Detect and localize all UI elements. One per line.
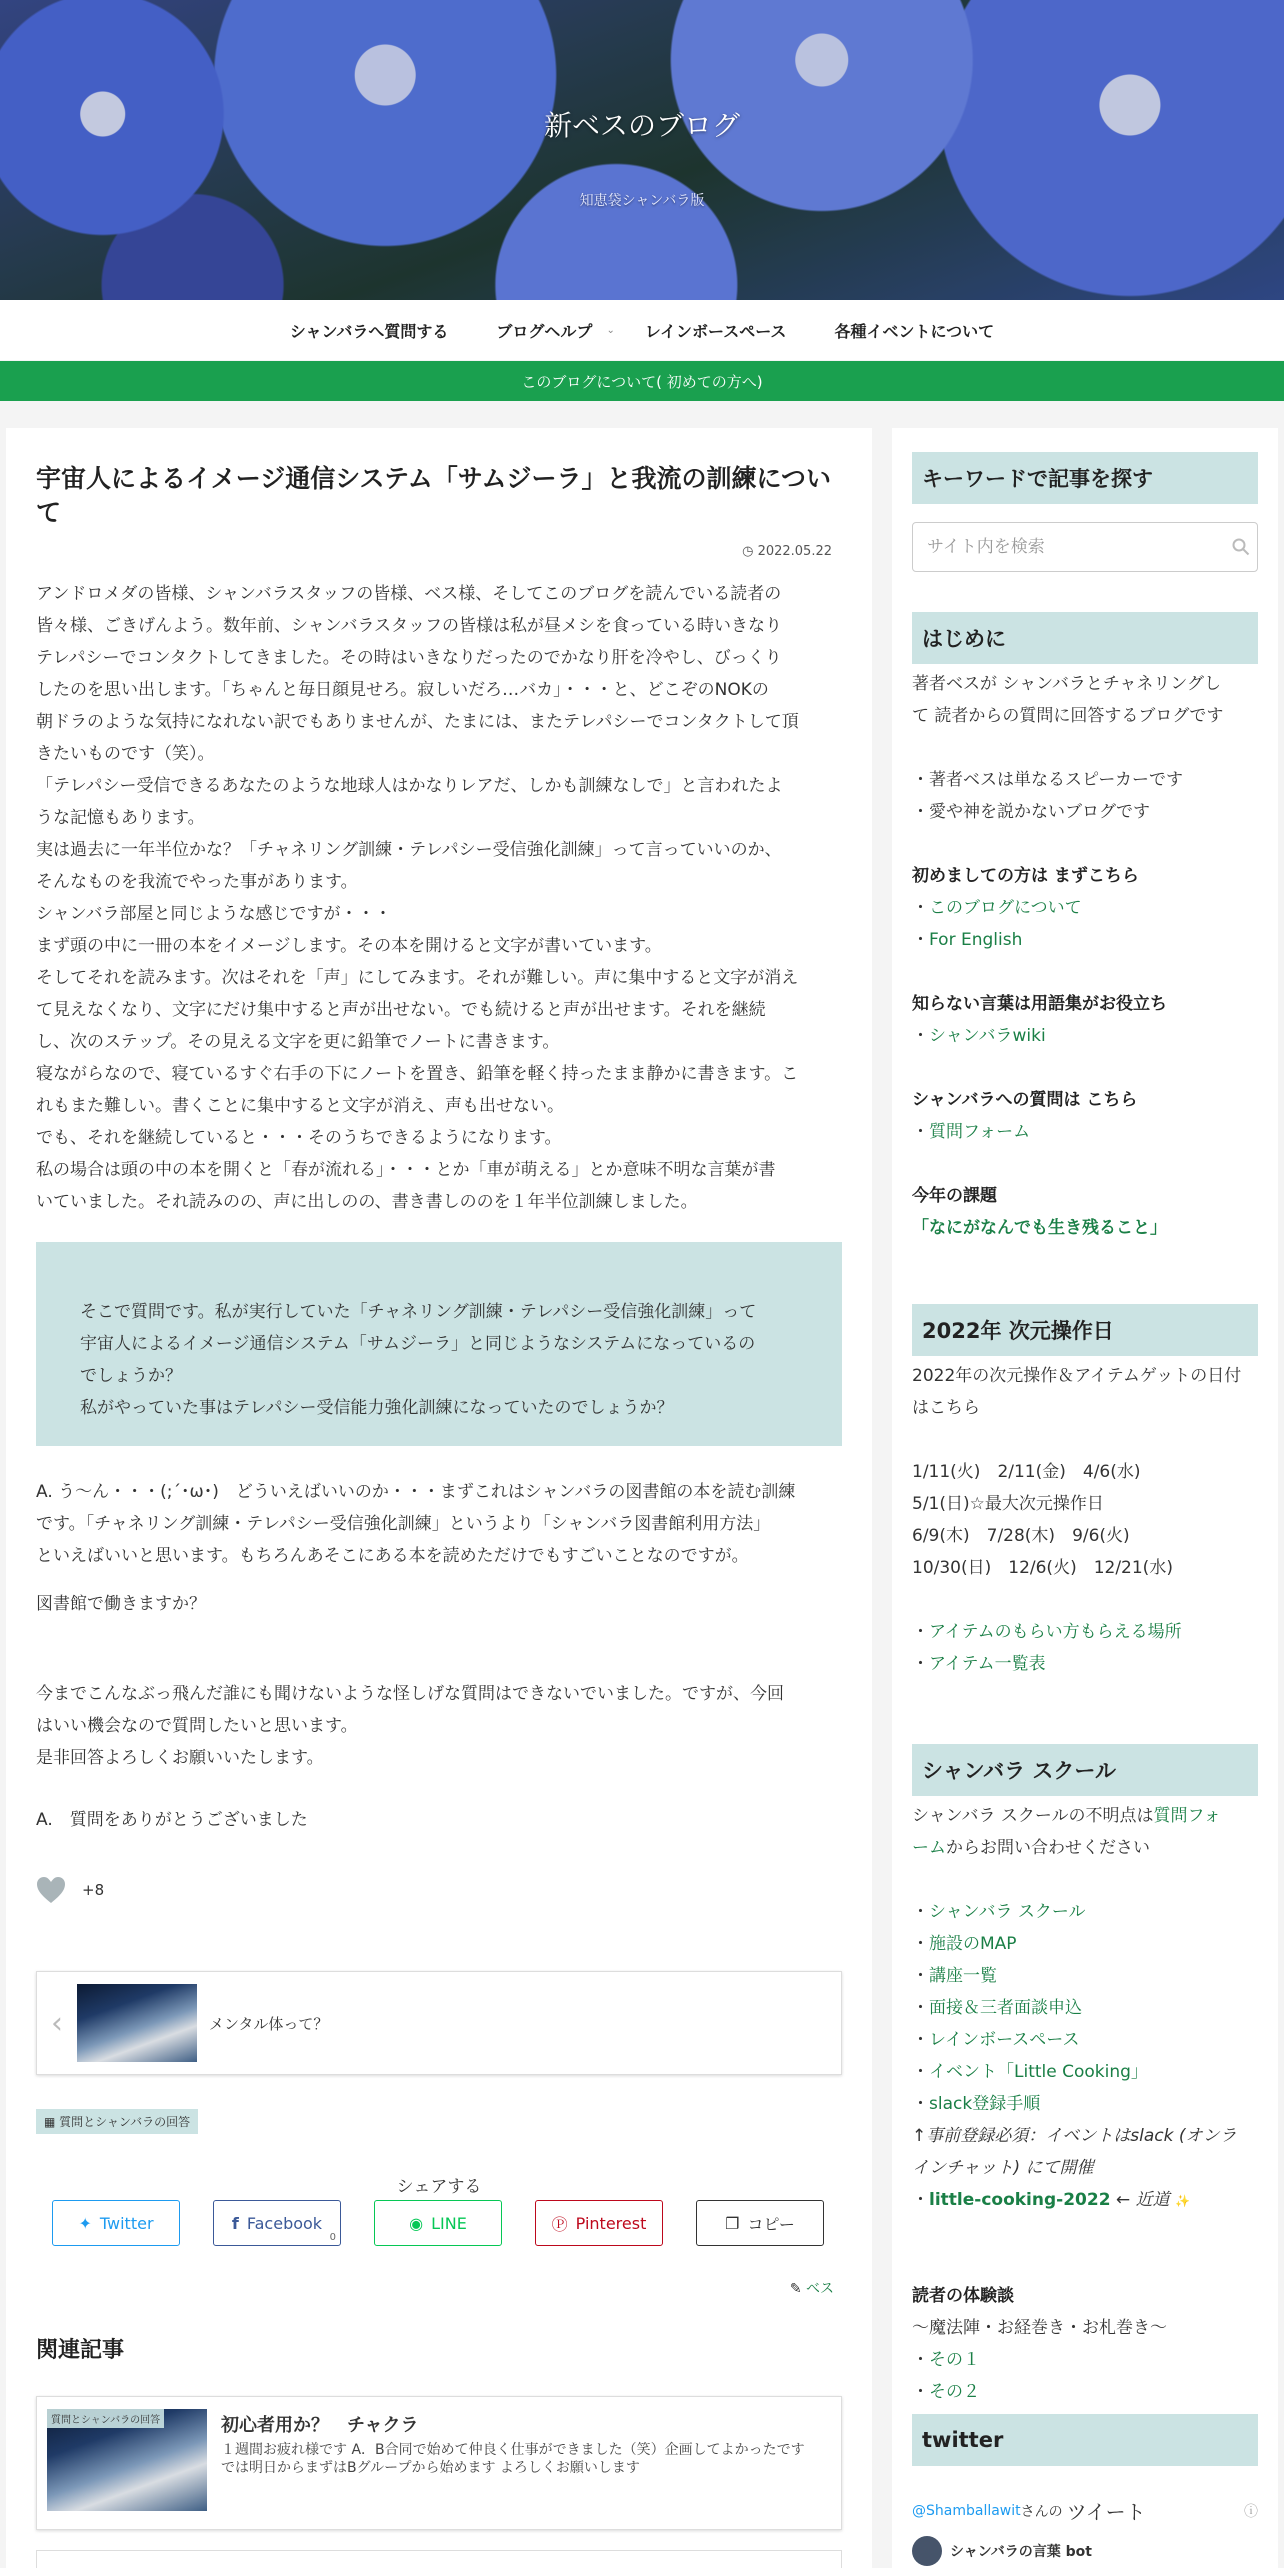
category-label: 質問とシャンバラの回答 [59, 2115, 191, 2129]
related-title: 初心者用か？ チャクラ [221, 2415, 419, 2436]
pencil-icon: ✎ [789, 2281, 802, 2297]
question-block: シャンバラへの質問は こちら ・質問フォーム [912, 1090, 1138, 1142]
dimension-line: はこちら [912, 1398, 980, 1418]
intro-line: て 読者からの質問に回答するブログです [912, 706, 1224, 726]
intro-widget-heading: はじめに [912, 612, 1258, 664]
school-links: ・シャンバラ スクール ・施設のMAP ・講座一覧 ・面接＆三者面談申込 ・レインボースペース ・イベント「Little Cooking」 ・slack登録手順 ↑事前登録必須：イベントはslack (オンラ インチャット) にて開催 ・little-cooking-2022 ← 近道 ✨ [912, 1896, 1258, 2217]
intro-text [912, 668, 1258, 732]
closing-line: 是非回答よろしくお願いいたします。 [36, 1748, 324, 1768]
answer-line: といえばいいと思います。もちろんあそこにある本を読めただけでもすごいことなのですが。 [36, 1546, 749, 1566]
body-line: そんなものを我流でやった事があります。 [36, 872, 358, 892]
header-overlay [0, 0, 1284, 300]
article-date [742, 544, 832, 559]
body-line: いていました。それ読みのの、声に出しのの、書き書しののを１年半位訓練しました。 [36, 1192, 698, 1212]
body-line: 皆々様、ごきげんよう。数年前、シャンバラスタッフの皆様は私が昼メシを食っている時いきなり [36, 616, 782, 636]
date-row: 5/1(日)☆最大次元操作日 [912, 1494, 1104, 1514]
header-image [0, 0, 1284, 300]
share-line-button[interactable] [374, 2200, 502, 2246]
prev-article-title: メンタル体って？ [209, 2014, 329, 2033]
theme-heading: 今年の課題 [912, 1186, 997, 1206]
body-line: 実は過去に一年半位かな？「チャネリング訓練・テレパシー受信強化訓練」って言っていいのか、 [36, 840, 782, 860]
intro-line: 著者ベスが シャンバラとチャネリングし [912, 674, 1222, 694]
glossary-block: 知らない言葉は用語集がお役立ち ・シャンバラwiki [912, 994, 1167, 1046]
main-nav [0, 300, 1284, 360]
body-line: まず頭の中に一冊の本をイメージします。その本を開けると文字が書いています。 [36, 936, 662, 956]
nav-item-question[interactable]: シャンバラへ質問する [289, 321, 449, 341]
site-subtitle: 知恵袋シャンバラ版 [579, 193, 705, 209]
category-badge[interactable] [36, 2109, 198, 2134]
intro-bullets [912, 764, 1258, 828]
facebook-icon: f [231, 2213, 239, 2233]
quote-line: 私がやっていた事はテレパシー受信能力強化訓練になっていたのでしょうか？ [80, 1398, 674, 1418]
author-name[interactable]: ベス [806, 2281, 834, 2297]
body-line: れもまた難しい。書くことに集中すると文字が消え、声も出せない。 [36, 1096, 565, 1116]
quote-line: でしょうか？ [80, 1366, 182, 1386]
nav-item-rainbow[interactable]: レインボースペース [644, 321, 787, 341]
twitter-widget-heading: twitter [912, 2414, 1258, 2466]
line-icon: ◉ [409, 2213, 424, 2233]
dimension-line: 2022年の次元操作＆アイテムゲットの日付 [912, 1366, 1242, 1386]
slack-note: インチャット) にて開催 [912, 2158, 1094, 2178]
chevron-down-icon[interactable]: ⌄ [606, 324, 615, 336]
share-twitter-button[interactable] [52, 2200, 180, 2246]
related-snippet-line: では明日からまずはBグループから始めます よろしくお願いします [221, 2460, 640, 2476]
twitter-timeline-header [912, 2496, 1258, 2525]
link-school-form-cont[interactable]: ーム [912, 1838, 946, 1858]
like-count: +8 [82, 1881, 105, 1899]
avatar [912, 2536, 942, 2566]
intro-bullet: ・愛や神を説かないブログです [912, 802, 1150, 822]
clock-icon: ◷ [742, 544, 754, 559]
body-line: きたいものです（笑）。 [36, 744, 215, 764]
search-widget-heading: キーワードで記事を探す [912, 452, 1258, 504]
thanks-line: A. 質問をありがとうございました [36, 1810, 308, 1830]
link-question-form[interactable]: 質問フォーム [929, 1122, 1031, 1142]
answer-line: A. う～ん・・・(;´･ω･) どういえばいいのか・・・まずこれはシャンバラの図書館の本を読む訓練 [36, 1482, 796, 1502]
link-item-list[interactable]: アイテム一覧表 [929, 1654, 1046, 1674]
body-line: テレパシーでコンタクトしてきました。その時はいきなりだったのでかなり肝を冷やし、びっくり [36, 648, 782, 668]
link-school-form[interactable]: 質問フォ [1153, 1806, 1221, 1826]
link-part2[interactable]: その２ [929, 2382, 980, 2402]
chevron-left-icon: ‹ [51, 2005, 63, 2041]
link-rainbow[interactable]: レインボースペース [929, 2030, 1080, 2050]
slack-note: ↑事前登録必須：イベントはslack (オンラ [912, 2126, 1237, 2146]
school-intro [912, 1800, 1258, 1864]
share-copy-label: コピー [747, 2214, 795, 2234]
body-line: でも、それを継続していると・・・そのうちできるようになります。 [36, 1128, 562, 1148]
closing-paragraph [36, 1678, 846, 1774]
body-line: シャンバラ部屋と同じような感じですが・・・ [36, 904, 392, 924]
body-line: 「テレパシー受信できるあなたのような地球人はかなりレアだ、しかも訓練なしで」と言われたよ [36, 776, 783, 796]
dimension-widget-heading: 2022年 次元操作日 [912, 1304, 1258, 1356]
school-text: シャンバラ スクールの不明点は [912, 1806, 1154, 1826]
body-line: 朝ドラのような気持になれない訳でもありませんが、たまには、またテレパシーでコンタクトして頂 [36, 712, 799, 732]
prev-article-link[interactable] [36, 1971, 842, 2075]
reader-subtitle: ～魔法陣・お経巻き・お札巻き～ [912, 2318, 1167, 2338]
dimension-intro [912, 1360, 1258, 1424]
share-twitter-label: Twitter [99, 2213, 154, 2233]
related-snippet [221, 2441, 821, 2477]
sparkle-icon: ✨ [1175, 2194, 1190, 2208]
link-wiki[interactable]: シャンバラwiki [929, 1026, 1046, 1046]
school-text: からお問い合わせください [946, 1838, 1150, 1858]
author-link[interactable] [790, 2278, 834, 2298]
related-article-card[interactable] [36, 2396, 842, 2530]
share-buttons [52, 2200, 842, 2246]
library-line: 図書館で働きますか？ [36, 1594, 206, 1614]
link-cooking-2022[interactable]: little-cooking-2022 [929, 2190, 1111, 2210]
link-interview[interactable]: 面接＆三者面談申込 [929, 1998, 1082, 2018]
share-heading: シェアする [396, 2177, 482, 2197]
link-slack[interactable]: slack登録手順 [929, 2094, 1041, 2114]
body-line: 寝ながらなので、寝ているすぐ右手の下にノートを置き、鉛筆を軽く持ったまま静かに書きます。こ [36, 1064, 799, 1084]
theme-block [912, 1180, 1258, 1244]
site-title[interactable]: 新ベスのブログ [543, 109, 740, 142]
date-row: 6/9(木) 7/28(木) 9/6(火) [912, 1526, 1130, 1546]
share-facebook-label: Facebook [246, 2213, 323, 2233]
related-snippet-line: １週間お疲れ様です A．B合同で始めて仲良く仕事ができました（笑）企画してよかったです [221, 2442, 805, 2458]
shortcut-note: ← 近道 [1110, 2190, 1175, 2210]
date-text: 2022.05.22 [757, 544, 832, 559]
body-line: うな記憶もあります。 [36, 808, 205, 828]
dimension-dates [912, 1456, 1258, 1584]
twitter-tweet-label: ツイート [1066, 2500, 1146, 2524]
folder-icon: ▦ [44, 2115, 56, 2129]
date-row: 10/30(日) 12/6(火) 12/21(水) [912, 1558, 1173, 1578]
article-body [36, 578, 846, 1218]
heart-icon[interactable] [36, 1876, 66, 1904]
link-school[interactable]: シャンバラ スクール [929, 1902, 1086, 1922]
like-area [36, 1876, 104, 1904]
date-row: 1/11(火) 2/11(金) 4/6(水) [912, 1462, 1141, 1482]
search-icon[interactable] [1232, 538, 1250, 556]
closing-line: 今までこんなぶっ飛んだ誰にも聞けないような怪しげな質問はできないでいました。ですが、今回 [36, 1684, 784, 1704]
body-line: アンドロメダの皆様、シャンバラスタッフの皆様、ベス様、そしてこのブログを読んでいる読者の [36, 584, 782, 604]
share-pinterest-label: Pinterest [575, 2213, 647, 2233]
twitter-icon: ✦ [78, 2213, 92, 2233]
article-title: 宇宙人によるイメージ通信システム「サムジーラ」と我流の訓練について [36, 464, 832, 527]
intro-bullet: ・著者ベスは単なるスピーカーです [912, 770, 1183, 790]
reader-heading: 読者の体験談 [912, 2286, 1014, 2306]
answer-line: です。「チャネリング訓練・テレパシー受信強化訓練」というより「シャンバラ図書館利用方法」 [36, 1514, 771, 1534]
quote-line: そこで質問です。私が実行していた「チャネリング訓練・テレパシー受信強化訓練」って [80, 1302, 757, 1322]
closing-line: はいい機会なので質問したいと思います。 [36, 1716, 358, 1736]
link-little-cooking[interactable]: イベント「Little Cooking」 [929, 2062, 1148, 2082]
share-pinterest-button[interactable] [535, 2200, 663, 2246]
link-english[interactable]: For English [929, 930, 1023, 950]
twitter-san: さんの [1020, 2503, 1063, 2520]
first-visit-block: 初めましての方は まずこちら ・このブログについて ・For English [912, 866, 1139, 950]
related-article-card[interactable] [36, 2550, 842, 2568]
first-visit-heading: 初めましての方は まずこちら [912, 866, 1139, 886]
answer-paragraph [36, 1476, 846, 1572]
related-heading: 関連記事 [36, 2338, 125, 2363]
tweet-row[interactable] [912, 2536, 1258, 2566]
link-courses[interactable]: 講座一覧 [929, 1966, 997, 1986]
info-icon[interactable]: ⓘ [1244, 2503, 1258, 2520]
question-heading: シャンバラへの質問は こちら [912, 1090, 1138, 1110]
notice-bar[interactable]: このブログについて( 初めての方へ) [0, 361, 1284, 401]
reader-block: 読者の体験談 ～魔法陣・お経巻き・お札巻き～ ・その１ ・その２ [912, 2280, 1258, 2408]
prev-article-thumbnail [77, 1984, 197, 2062]
link-theme[interactable]: 「なにがなんでも生き残ること」 [912, 1218, 1167, 1238]
school-widget-heading: シャンバラ スクール [912, 1744, 1258, 1796]
share-facebook-button[interactable] [213, 2200, 341, 2246]
copy-icon: ❐ [725, 2213, 740, 2233]
quote-line: 宇宙人によるイメージ通信システム「サムジーラ」と同じようなシステムになっているの [80, 1334, 756, 1354]
glossary-heading: 知らない言葉は用語集がお役立ち [912, 994, 1167, 1014]
search-input[interactable] [912, 522, 1258, 572]
body-line: 私の場合は頭の中の本を開くと「春が流れる」・・・とか「車が萌える」とか意味不明な言葉が書 [36, 1160, 776, 1180]
nav-item-events[interactable]: 各種イベントについて [834, 321, 995, 341]
facebook-share-count: 0 [329, 2232, 336, 2243]
link-part1[interactable]: その１ [929, 2350, 980, 2370]
body-line: し、次のステップ。その見える文字を更に鉛筆でノートに書きます。 [36, 1032, 560, 1052]
link-map[interactable]: 施設のMAP [929, 1934, 1017, 1954]
body-line: そしてそれを読みます。次はそれを「声」にしてみます。それが難しい。声に集中すると文字が消え [36, 968, 799, 988]
link-about-blog[interactable]: このブログについて [929, 898, 1082, 918]
body-line: て見えなくなり、文字にだけ集中すると声が出せない。でも続けると声が出せます。それを継続 [36, 1000, 766, 1020]
body-line: したのを思い出します。「ちゃんと毎日顔見せろ。寂しいだろ…バカ」・・・と、どこぞのNOKの [36, 680, 769, 700]
sidebar [892, 428, 1278, 2568]
twitter-user[interactable]: @Shamballawit [912, 2502, 1021, 2519]
share-line-label: LINE [431, 2213, 467, 2233]
link-item-place[interactable]: アイテムのもらい方もらえる場所 [929, 1622, 1182, 1642]
tweet-author: シャンバラの言葉 bot [950, 2544, 1092, 2560]
pinterest-icon: Ⓟ [551, 2214, 568, 2234]
related-category-tag: 質問とシャンバラの回答 [47, 2409, 164, 2428]
question-blockquote [36, 1242, 842, 1446]
share-copy-button[interactable] [696, 2200, 824, 2246]
article-card [6, 428, 872, 2568]
nav-item-help[interactable]: ブログヘルプ [496, 321, 593, 341]
item-links: ・アイテムのもらい方もらえる場所 ・アイテム一覧表 [912, 1622, 1182, 1674]
